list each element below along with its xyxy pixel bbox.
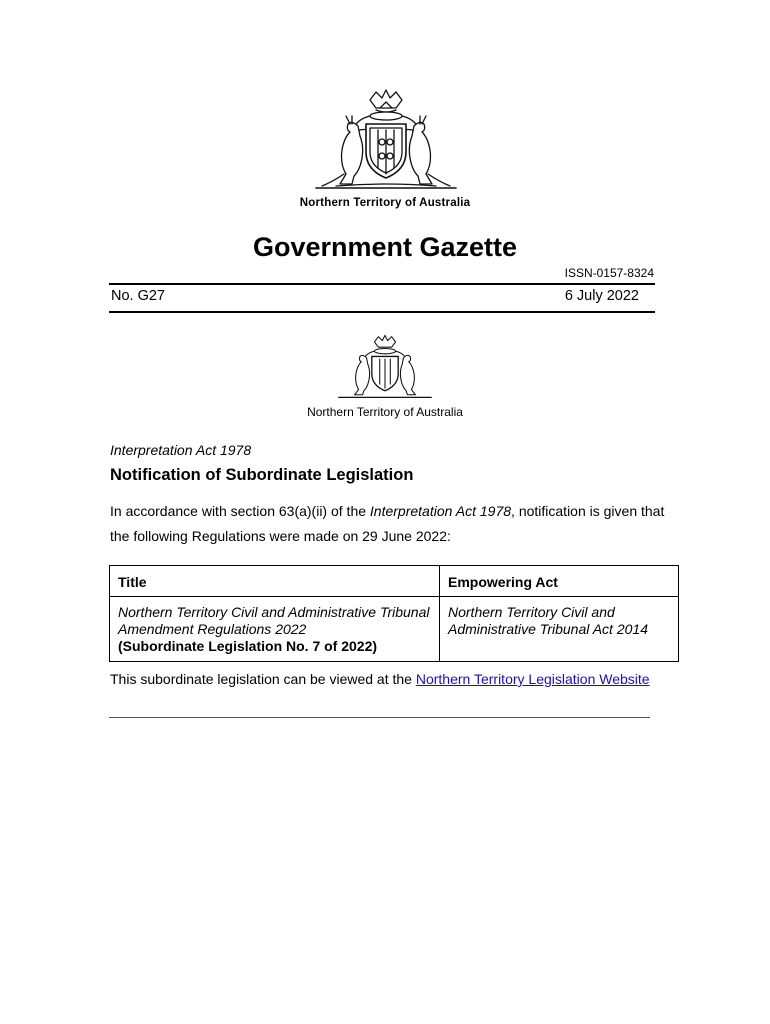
- view-text: This subordinate legislation can be viewed at the: [110, 671, 416, 687]
- coat-of-arms-small: [336, 334, 434, 400]
- legislation-website-link[interactable]: Northern Territory Legislation Website: [415, 671, 650, 687]
- closing-rule: [109, 717, 650, 718]
- legislation-table: [109, 565, 679, 662]
- empowering-act: Northern Territory Civil and Administrative Tribunal Act 2014: [448, 604, 648, 637]
- notice-paragraph: [110, 499, 670, 549]
- column-header-empowering-act: Empowering Act: [440, 566, 679, 597]
- masthead-bottom-rule: [109, 311, 655, 313]
- paragraph-act-name: Interpretation Act 1978: [369, 503, 512, 519]
- paragraph-text-end: , notification is given that the following Regulations were made on 29 June 2022:: [110, 503, 665, 544]
- view-legislation-text: [110, 671, 670, 688]
- issue-date: 6 July 2022: [564, 288, 639, 304]
- notice-heading: Notification of Subordinate Legislation: [110, 466, 414, 484]
- coat-of-arms-large: [312, 86, 460, 196]
- notice-jurisdiction: Northern Territory of Australia: [307, 405, 463, 419]
- column-header-title: Title: [110, 566, 440, 597]
- regulation-title: Northern Territory Civil and Administrative Tribunal Amendment Regulations 2022: [118, 604, 430, 637]
- regulation-title-cell: [110, 597, 440, 662]
- masthead-top-rule: [109, 283, 655, 285]
- issn-number: ISSN-0157-8324: [564, 266, 654, 280]
- gazette-title: Government Gazette: [252, 232, 518, 262]
- act-reference: Interpretation Act 1978: [110, 442, 252, 458]
- table-header-row: [110, 566, 679, 597]
- masthead-jurisdiction: Northern Territory of Australia: [299, 197, 471, 209]
- table-row: [110, 597, 679, 662]
- issue-number: No. G27: [111, 288, 165, 304]
- paragraph-text-start: In accordance with section 63(a)(ii) of the: [110, 503, 370, 519]
- empowering-act-cell: [440, 597, 679, 662]
- subordinate-legislation-number: (Subordinate Legislation No. 7 of 2022): [118, 638, 378, 654]
